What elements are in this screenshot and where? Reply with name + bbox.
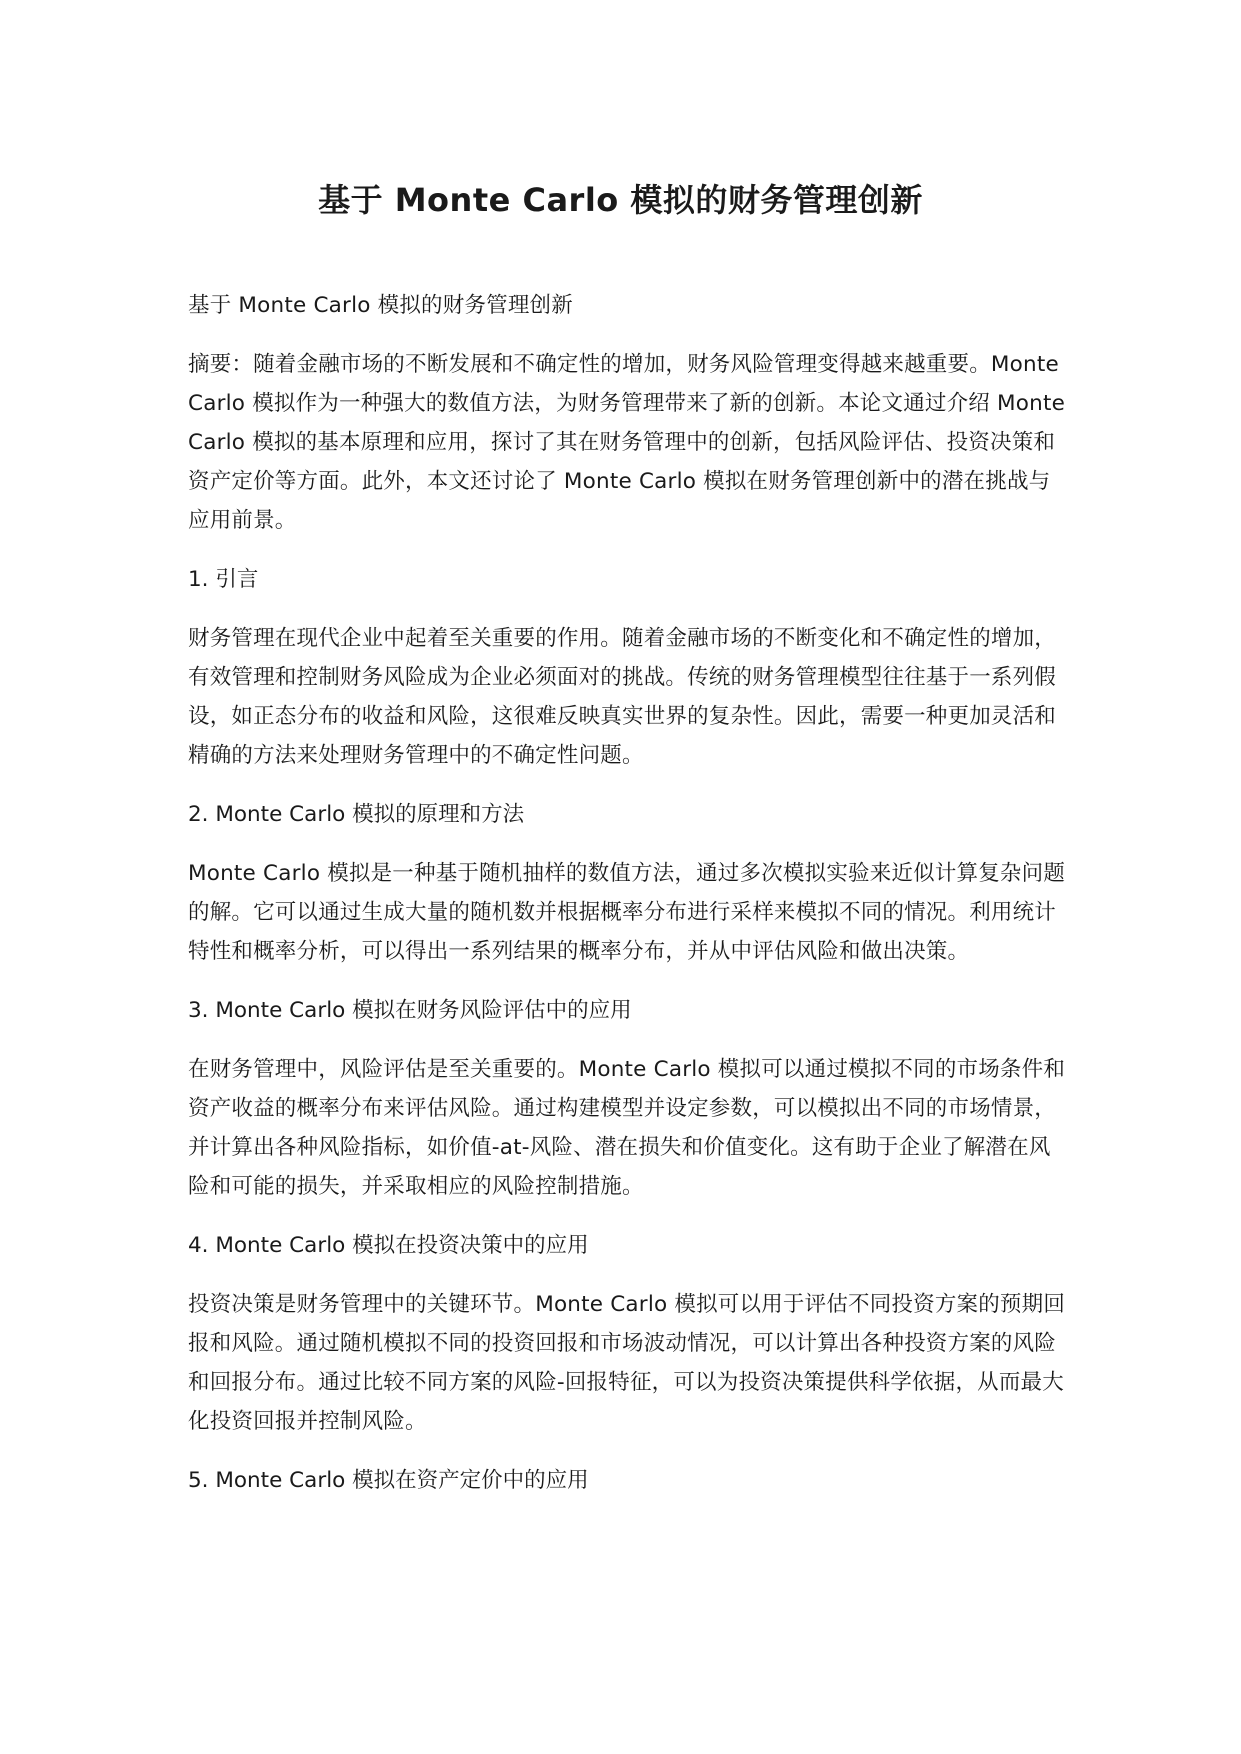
- section-heading-2: 2. Monte Carlo 模拟的原理和方法: [188, 802, 525, 827]
- section-heading-5: 5. Monte Carlo 模拟在资产定价中的应用: [188, 1468, 589, 1493]
- section-text-1: 财务管理在现代企业中起着至关重要的作用。随着金融市场的不断变化和不确定性的增加，有效管理和控制财务风险成为企业必须面对的挑战。传统的财务管理模型往往基于一系列假设，如正态分布的收益和风险，这很难反映真实世界的复杂性。因此，需要一种更加灵活和精确的方法来处理财务管理中的不确定性问题。: [188, 626, 1057, 768]
- section-heading-1: 1. 引言: [188, 567, 259, 592]
- section-heading-3: 3. Monte Carlo 模拟在财务风险评估中的应用: [188, 998, 632, 1023]
- abstract-paragraph: 摘要：随着金融市场的不断发展和不确定性的增加，财务风险管理变得越来越重要。Monte Carlo 模拟作为一种强大的数值方法，为财务管理带来了新的创新。本论文通过介绍 Monte Carlo 模拟的基本原理和应用，探讨了其在财务管理中的创新，包括风险评估、投资决策和资产定价等方面。此外，本文还讨论了 Monte Carlo 模拟在财务管理创新中的潜在挑战与应用前景。: [188, 352, 1066, 533]
- document-title: 基于 Monte Carlo 模拟的财务管理创新: [318, 181, 923, 219]
- document-body: [188, 286, 1068, 1520]
- section-text-2: Monte Carlo 模拟是一种基于随机抽样的数值方法，通过多次模拟实验来近似计算复杂问题的解。它可以通过生成大量的随机数并根据概率分布进行采样来模拟不同的情况。利用统计特性和概率分析，可以得出一系列结果的概率分布，并从中评估风险和做出决策。: [188, 861, 1066, 964]
- section-heading-4: 4. Monte Carlo 模拟在投资决策中的应用: [188, 1233, 589, 1258]
- document-subtitle: 基于 Monte Carlo 模拟的财务管理创新: [188, 293, 573, 318]
- section-text-3: 在财务管理中，风险评估是至关重要的。Monte Carlo 模拟可以通过模拟不同的市场条件和资产收益的概率分布来评估风险。通过构建模型并设定参数，可以模拟出不同的市场情景，并计算出各种风险指标，如价值-at-风险、潜在损失和价值变化。这有助于企业了解潜在风险和可能的损失，并采取相应的风险控制措施。: [188, 1057, 1066, 1199]
- section-text-4: 投资决策是财务管理中的关键环节。Monte Carlo 模拟可以用于评估不同投资方案的预期回报和风险。通过随机模拟不同的投资回报和市场波动情况，可以计算出各种投资方案的风险和回报分布。通过比较不同方案的风险-回报特征，可以为投资决策提供科学依据，从而最大化投资回报并控制风险。: [188, 1292, 1066, 1434]
